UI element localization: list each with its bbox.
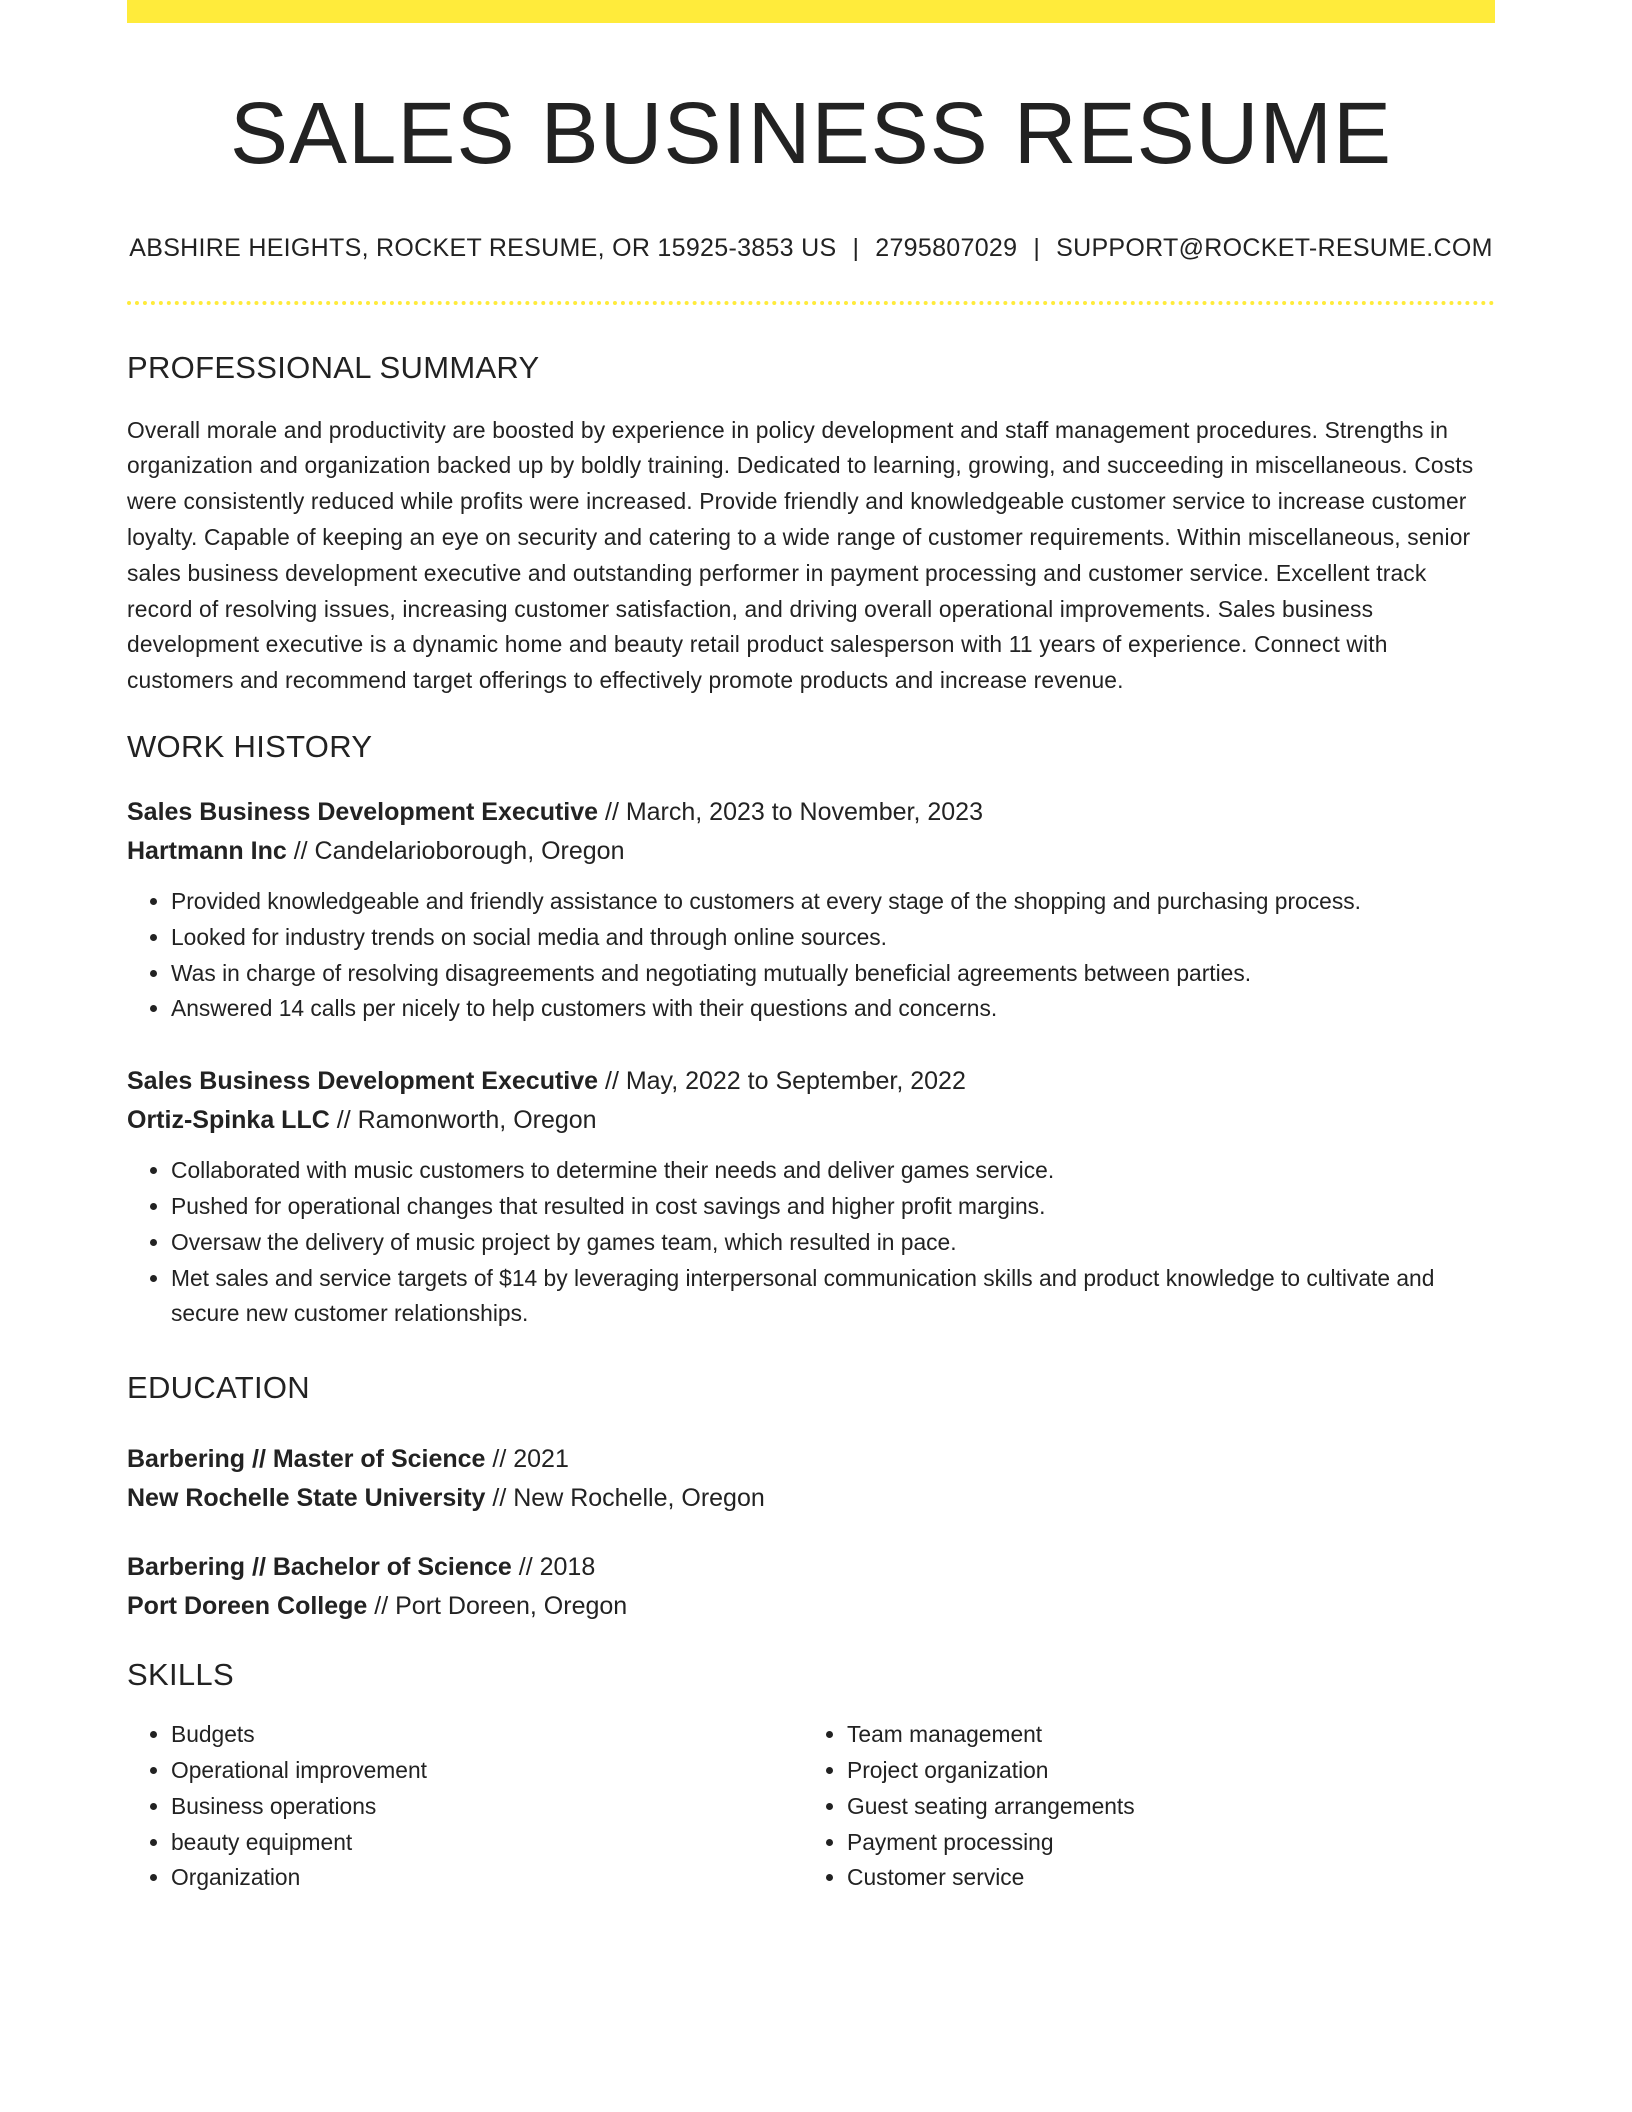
skill-item: • Team management — [847, 1717, 1477, 1753]
contact-address: ABSHIRE HEIGHTS, ROCKET RESUME, OR 15925-3853 US — [129, 233, 837, 262]
education-location: // New Rochelle, Oregon — [485, 1484, 765, 1513]
work-history-heading: WORK HISTORY — [127, 729, 373, 765]
job-header — [127, 793, 1495, 832]
job-bullet: • Collaborated with music customers to determine their needs and deliver games service. — [171, 1153, 1495, 1189]
job-location: // Ramonworth, Oregon — [329, 1106, 597, 1135]
contact-phone: 2795807029 — [875, 233, 1018, 262]
accent-bar — [127, 0, 1495, 23]
skills-heading: SKILLS — [127, 1657, 234, 1693]
education-entry — [127, 1548, 1495, 1626]
job-dates: // March, 2023 to November, 2023 — [598, 798, 983, 827]
education-school-line — [127, 1479, 1495, 1518]
education-heading: EDUCATION — [127, 1370, 310, 1406]
job-position: Sales Business Development Executive — [127, 1067, 599, 1096]
resume-title: SALES BUSINESS RESUME — [229, 85, 1393, 182]
education-entry — [127, 1440, 1495, 1518]
education-degree-line — [127, 1440, 1495, 1479]
job-bullet: • Met sales and service targets of $14 by leveraging interpersonal communication skills and product knowledge to cultivate and secure new customer relationships. — [171, 1261, 1495, 1333]
education-year: // 2021 — [485, 1445, 569, 1474]
education-degree: Barbering // Bachelor of Science — [127, 1553, 512, 1582]
education-school-line — [127, 1587, 1495, 1626]
divider — [127, 301, 1495, 305]
job-bullet: • Oversaw the delivery of music project by games team, which resulted in pace. — [171, 1225, 1495, 1261]
job-bullets — [127, 884, 1495, 1027]
summary-heading: PROFESSIONAL SUMMARY — [127, 349, 540, 385]
skill-item: • Guest seating arrangements — [847, 1789, 1477, 1825]
contact-separator: | — [1033, 233, 1041, 262]
skill-item: • Organization — [171, 1860, 801, 1896]
job-bullet: • Was in charge of resolving disagreements and negotiating mutually beneficial agreements between parties. — [171, 956, 1495, 992]
skill-item: • Project organization — [847, 1753, 1477, 1789]
job-bullet: • Looked for industry trends on social media and through online sources. — [171, 920, 1495, 956]
skill-item: • Payment processing — [847, 1825, 1477, 1861]
education-location: // Port Doreen, Oregon — [367, 1592, 628, 1621]
job-bullets — [127, 1153, 1495, 1332]
skill-item: • Customer service — [847, 1860, 1477, 1896]
job-bullet: • Pushed for operational changes that resulted in cost savings and higher profit margins. — [171, 1189, 1495, 1225]
skills-column-left — [127, 1717, 801, 1896]
resume-page — [127, 0, 1495, 1896]
education-school: Port Doreen College — [127, 1592, 368, 1621]
skill-item: • Business operations — [171, 1789, 801, 1825]
education-year: // 2018 — [511, 1553, 596, 1582]
skills-column-right — [801, 1717, 1477, 1896]
job-header — [127, 1062, 1495, 1101]
job-entry — [127, 793, 1495, 1027]
education-degree: Barbering // Master of Science — [127, 1445, 486, 1474]
skill-item: • Budgets — [171, 1717, 801, 1753]
job-bullet: • Provided knowledgeable and friendly assistance to customers at every stage of the shopping and purchasing process. — [171, 884, 1495, 920]
job-entry — [127, 1062, 1495, 1332]
job-company: Ortiz-Spinka LLC — [127, 1106, 330, 1135]
job-location: // Candelarioborough, Oregon — [286, 837, 625, 866]
skills-list — [127, 1717, 1495, 1896]
summary-text: Overall morale and productivity are boosted by experience in policy development and staff management procedures. Strengths in organization and organization backed up by boldly training. Dedicated to learning, growing, and succeeding in miscellaneous. Costs were consistently reduced while profits were increased. Provide friendly and knowledgeable customer service to increase customer loyalty. Capable of keeping an eye on security and catering to a wide range of customer requirements. Within miscellaneous, senior sales business development executive and outstanding performer in payment processing and customer service. Excellent track record of resolving issues, increasing customer satisfaction, and driving overall operational improvements. Sales business development executive is a dynamic home and beauty retail product salesperson with 11 years of experience. Connect with customers and recommend target offerings to effectively promote products and increase revenue. — [127, 416, 1474, 694]
skill-item: • beauty equipment — [171, 1825, 801, 1861]
contact-email: SUPPORT@ROCKET-RESUME.COM — [1056, 233, 1493, 262]
skill-item: • Operational improvement — [171, 1753, 801, 1789]
education-school: New Rochelle State University — [127, 1484, 486, 1513]
job-company: Hartmann Inc — [127, 837, 287, 866]
job-company-line — [127, 1101, 1495, 1140]
job-position: Sales Business Development Executive — [127, 798, 599, 827]
education-degree-line — [127, 1548, 1495, 1587]
job-company-line — [127, 832, 1495, 871]
job-bullet: • Answered 14 calls per nicely to help customers with their questions and concerns. — [171, 991, 1495, 1027]
contact-separator: | — [852, 233, 860, 262]
job-dates: // May, 2022 to September, 2022 — [598, 1067, 966, 1096]
contact-line — [127, 234, 1495, 263]
